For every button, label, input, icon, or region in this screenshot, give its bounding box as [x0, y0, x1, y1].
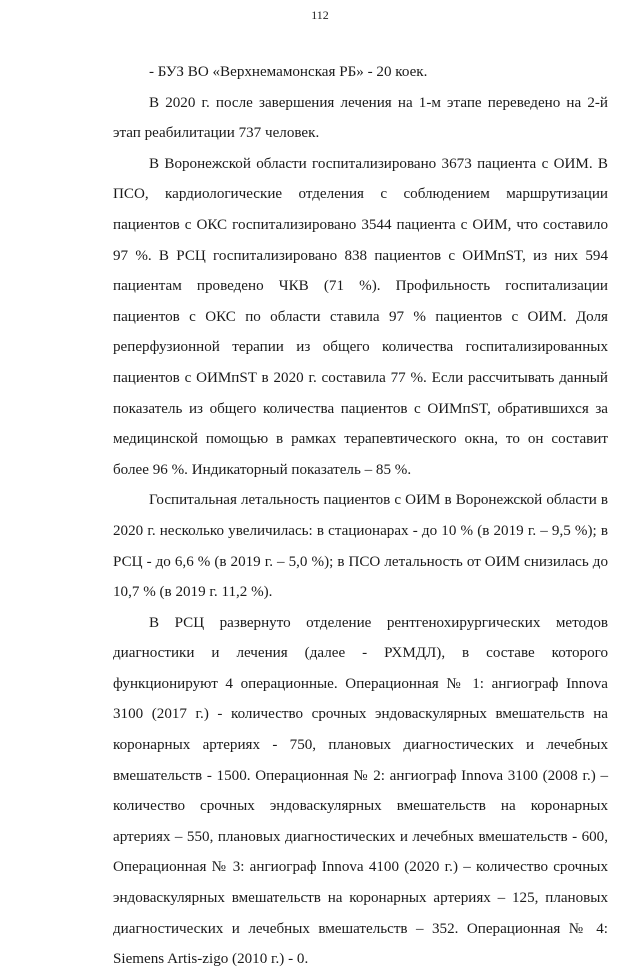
text-line: коронарных артериях - 750, плановых диагностических и лечебных — [113, 737, 608, 754]
text-line: функционируют 4 операционные. Операционная № 1: ангиограф Innova — [113, 675, 608, 692]
text-line: пациентов с ОКС госпитализировано 3544 пациента с ОИМ, что составило — [113, 216, 608, 233]
text-line: В РСЦ развернуто отделение рентгенохирургических методов — [149, 614, 608, 631]
text-line: артериях – 550, плановых диагностических и лечебных вмешательств - 600, — [113, 828, 608, 845]
text-line: диагностики и лечения (далее - РХМДЛ), в составе которого — [113, 645, 608, 662]
text-line: медицинской помощью в рамках терапевтического окна, то он составит — [113, 431, 608, 448]
page-number: 112 — [311, 8, 329, 22]
text-line: реперфузионной терапии из общего количества госпитализированных — [113, 339, 608, 356]
text-line: показатель из общего количества пациентов с ОИМпST, обратившихся за — [113, 400, 608, 417]
text-line: ПСО, кардиологические отделения с соблюдением маршрутизации — [113, 186, 608, 203]
text-line: В 2020 г. после завершения лечения на 1-м этапе переведено на 2-й — [149, 94, 608, 111]
text-line: более 96 %. Индикаторный показатель – 85 %. — [113, 461, 412, 478]
text-line: 2020 г. несколько увеличилась: в стационарах - до 10 % (в 2019 г. – 9,5 %); в — [113, 522, 608, 539]
text-line: Госпитальная летальность пациентов с ОИМ в Воронежской области в — [149, 492, 608, 509]
body-text — [113, 57, 608, 975]
text-line: Операционная № 3: ангиограф Innova 4100 (2020 г.) – количество срочных — [113, 859, 608, 876]
text-line: эндоваскулярных вмешательств на коронарных артериях – 125, плановых — [113, 890, 608, 907]
text-line: этап реабилитации 737 человек. — [113, 125, 320, 142]
text-line: 10,7 % (в 2019 г. 11,2 %). — [113, 584, 273, 601]
text-line: Siemens Artis-zigo (2010 г.) - 0. — [113, 951, 309, 968]
text-line: В Воронежской области госпитализировано 3673 пациента с ОИМ. В — [149, 155, 608, 172]
text-line: вмешательств - 1500. Операционная № 2: ангиограф Innova 3100 (2008 г.) – — [113, 767, 608, 784]
text-line: 3100 (2017 г.) - количество срочных эндоваскулярных вмешательств на — [113, 706, 608, 723]
text-line: - БУЗ ВО «Верхнемамонская РБ» - 20 коек. — [149, 64, 428, 80]
text-line: диагностических и лечебных вмешательств – 352. Операционная № 4: — [113, 920, 608, 937]
text-line: количество срочных эндоваскулярных вмешательств на коронарных — [113, 798, 608, 815]
text-line: пациентов с ОИМпST в 2020 г. составила 77 %. Если рассчитывать данный — [113, 369, 608, 386]
text-line: пациентам проведено ЧКВ (71 %). Профильность госпитализации — [113, 278, 608, 295]
text-line: РСЦ - до 6,6 % (в 2019 г. – 5,0 %); в ПСО летальность от ОИМ снизилась до — [113, 553, 608, 570]
text-line: пациентов с ОКС по области ставила 97 % пациентов с ОИМ. Доля — [113, 308, 608, 325]
text-line: 97 %. В РСЦ госпитализировано 838 пациентов с ОИМпST, из них 594 — [113, 247, 608, 264]
